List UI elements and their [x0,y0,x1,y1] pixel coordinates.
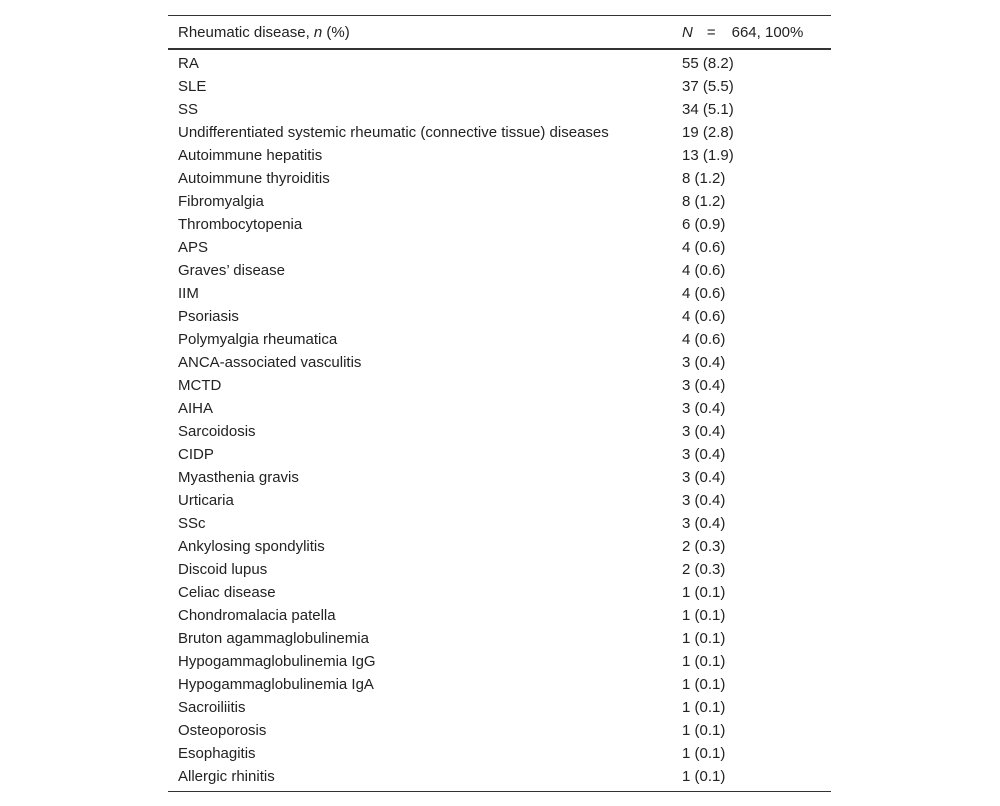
table-row [168,236,831,259]
table-row [168,144,831,167]
table-row [168,374,831,397]
table-row [168,121,831,144]
table-row [168,420,831,443]
count-percent-cell: 8 (1.2) [682,193,726,210]
table-row [168,581,831,604]
disease-header-suffix: (%) [322,23,350,41]
table-row [168,328,831,351]
column-header-disease [168,16,680,50]
disease-name-cell: SS [178,101,199,118]
count-percent-cell: 37 (5.5) [682,78,734,95]
count-percent-cell: 55 (8.2) [682,55,734,72]
count-header-symbol: N [682,23,693,41]
table-row [168,627,831,650]
disease-name-cell: Autoimmune hepatitis [178,147,323,164]
disease-name-cell: Sacroiliitis [178,699,246,716]
table-row [168,489,831,512]
disease-name-cell: IIM [178,285,199,302]
disease-name-cell: CIDP [178,446,214,463]
table-row [168,213,831,236]
count-percent-cell: 1 (0.1) [682,722,726,739]
table-row [168,650,831,673]
disease-name-cell: Sarcoidosis [178,423,256,440]
count-percent-cell: 3 (0.4) [682,515,726,532]
disease-name-cell: Psoriasis [178,308,239,325]
header-row [168,16,831,50]
disease-name-cell: Celiac disease [178,584,276,601]
table-row [168,282,831,305]
count-header-equals: = [706,23,716,41]
count-percent-cell: 2 (0.3) [682,538,726,555]
count-percent-cell: 1 (0.1) [682,699,726,716]
count-percent-cell: 4 (0.6) [682,331,726,348]
table-body [168,49,831,792]
disease-name-cell: Hypogammaglobulinemia IgA [178,676,374,693]
count-percent-cell: 3 (0.4) [682,354,726,371]
disease-name-cell: Fibromyalgia [178,193,264,210]
count-percent-cell: 4 (0.6) [682,308,726,325]
disease-name-cell: Autoimmune thyroiditis [178,170,330,187]
count-header-value: 664, 100% [731,23,804,41]
disease-name-cell: APS [178,239,209,256]
table-row [168,696,831,719]
table-header [168,16,831,50]
disease-header-prefix: Rheumatic disease, [178,23,314,41]
rheumatic-disease-table [168,15,831,792]
count-percent-cell: 3 (0.4) [682,446,726,463]
count-percent-cell: 1 (0.1) [682,676,726,693]
disease-name-cell: Undifferentiated systemic rheumatic (connective tissue) diseases [178,124,609,141]
table-row [168,49,831,75]
count-percent-cell: 4 (0.6) [682,262,726,279]
count-percent-cell: 4 (0.6) [682,285,726,302]
count-percent-cell: 4 (0.6) [682,239,726,256]
data-table [168,15,831,792]
table-row [168,512,831,535]
table-row [168,167,831,190]
disease-name-cell: SLE [178,78,207,95]
table-row [168,259,831,282]
disease-header-n: n [313,23,323,41]
count-percent-cell: 19 (2.8) [682,124,734,141]
disease-name-cell: Thrombocytopenia [178,216,303,233]
disease-name-cell: SSc [178,515,206,532]
table-row [168,75,831,98]
count-percent-cell: 1 (0.1) [682,653,726,670]
count-percent-cell: 34 (5.1) [682,101,734,118]
disease-name-cell: Chondromalacia patella [178,607,336,624]
table-row [168,765,831,792]
count-percent-cell: 1 (0.1) [682,768,726,785]
count-percent-cell: 1 (0.1) [682,584,726,601]
disease-name-cell: Ankylosing spondylitis [178,538,325,555]
disease-name-cell: Osteoporosis [178,722,267,739]
disease-name-cell: RA [178,55,199,72]
table-row [168,719,831,742]
table-row [168,535,831,558]
disease-name-cell: Graves’ disease [178,262,285,279]
table-row [168,351,831,374]
count-percent-cell: 1 (0.1) [682,630,726,647]
table-row [168,397,831,420]
disease-name-cell: Urticaria [178,492,234,509]
count-percent-cell: 1 (0.1) [682,607,726,624]
disease-name-cell: ANCA-associated vasculitis [178,354,362,371]
table-row [168,604,831,627]
disease-name-cell: Discoid lupus [178,561,268,578]
disease-name-cell: Bruton agammaglobulinemia [178,630,369,647]
count-percent-cell: 3 (0.4) [682,423,726,440]
disease-name-cell: Allergic rhinitis [178,768,275,785]
count-percent-cell: 3 (0.4) [682,377,726,394]
disease-name-cell: Polymyalgia rheumatica [178,331,338,348]
disease-name-cell: AIHA [178,400,214,417]
count-percent-cell: 2 (0.3) [682,561,726,578]
table-row [168,558,831,581]
table-row [168,673,831,696]
table-row [168,98,831,121]
table-row [168,190,831,213]
count-percent-cell: 3 (0.4) [682,400,726,417]
disease-name-cell: Esophagitis [178,745,256,762]
table-row [168,305,831,328]
table-row [168,742,831,765]
count-percent-cell: 8 (1.2) [682,170,726,187]
count-percent-cell: 13 (1.9) [682,147,734,164]
disease-name-cell: MCTD [178,377,222,394]
count-percent-cell: 3 (0.4) [682,492,726,509]
disease-name-cell: Hypogammaglobulinemia IgG [178,653,376,670]
column-header-count [680,16,831,50]
table-row [168,443,831,466]
count-percent-cell: 3 (0.4) [682,469,726,486]
table-row [168,466,831,489]
count-percent-cell: 6 (0.9) [682,216,726,233]
count-percent-cell: 1 (0.1) [682,745,726,762]
disease-name-cell: Myasthenia gravis [178,469,299,486]
